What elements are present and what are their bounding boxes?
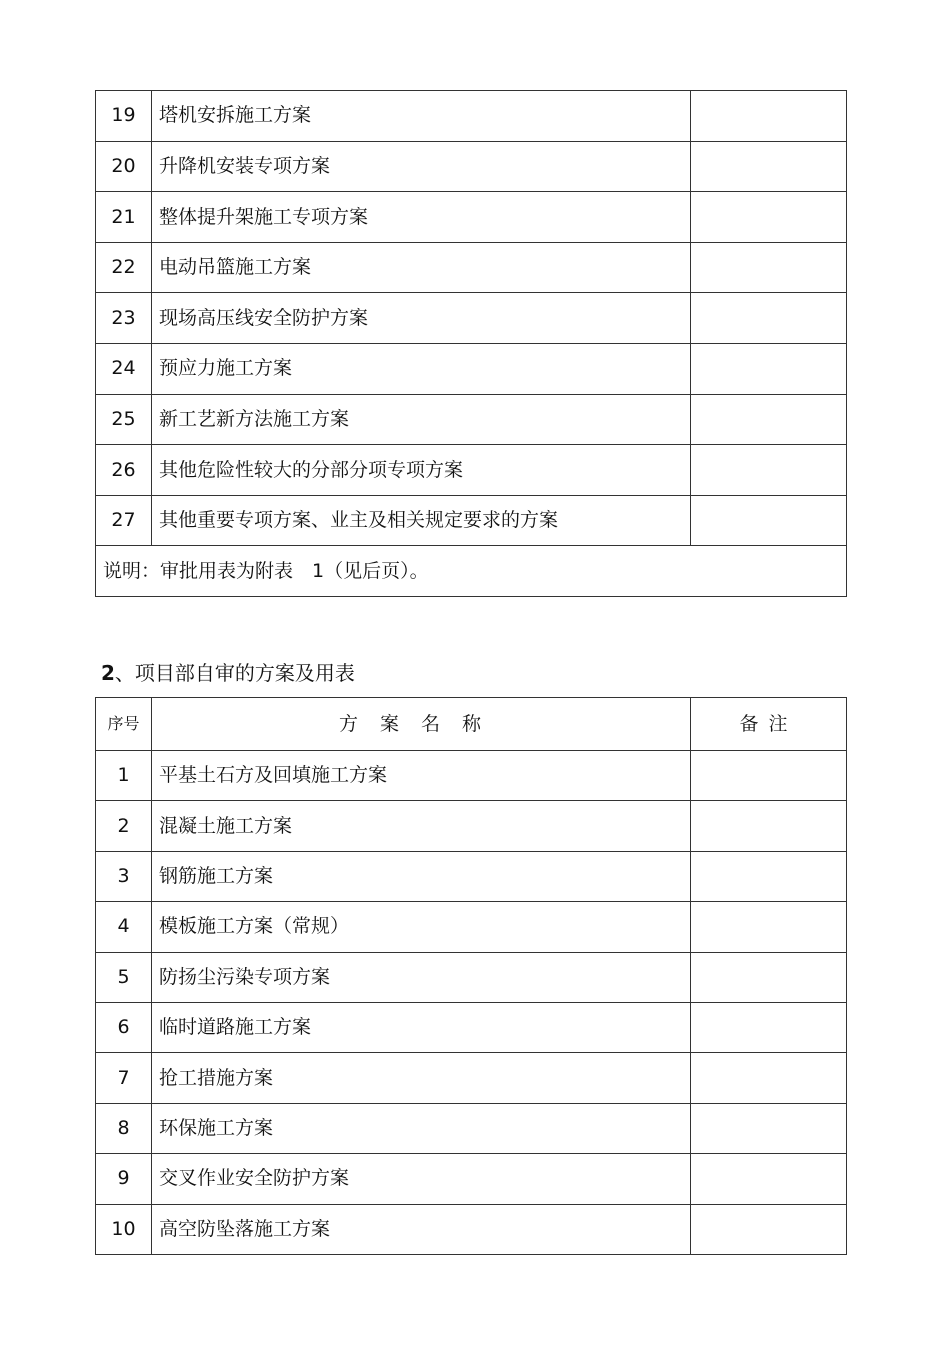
row-number: 26 <box>96 445 152 496</box>
scheme-name: 抢工措施方案 <box>152 1053 691 1103</box>
self-review-scheme-table <box>95 697 847 1255</box>
row-number: 21 <box>96 192 152 243</box>
scheme-name: 防扬尘污染专项方案 <box>152 952 691 1002</box>
approval-footnote: 说明：审批用表为附表 1（见后页）。 <box>96 546 847 597</box>
table-row <box>96 141 847 192</box>
remark-cell <box>691 192 847 243</box>
remark-cell <box>691 952 847 1002</box>
row-number: 22 <box>96 242 152 293</box>
table-row <box>96 91 847 142</box>
table-row <box>96 192 847 243</box>
table-row <box>96 952 847 1002</box>
remark-cell <box>691 394 847 445</box>
scheme-name: 现场高压线安全防护方案 <box>152 293 691 344</box>
row-number: 27 <box>96 495 152 546</box>
scheme-name: 其他重要专项方案、业主及相关规定要求的方案 <box>152 495 691 546</box>
scheme-name: 临时道路施工方案 <box>152 1002 691 1052</box>
row-number: 19 <box>96 91 152 142</box>
table-row <box>96 394 847 445</box>
remark-cell <box>691 91 847 142</box>
remark-cell <box>691 1103 847 1153</box>
row-number: 2 <box>96 801 152 851</box>
table-row <box>96 1204 847 1254</box>
table-row <box>96 1103 847 1153</box>
table-header-row <box>96 698 847 751</box>
row-number: 24 <box>96 343 152 394</box>
row-number: 7 <box>96 1053 152 1103</box>
table-row <box>96 851 847 901</box>
scheme-name: 高空防坠落施工方案 <box>152 1204 691 1254</box>
row-number: 6 <box>96 1002 152 1052</box>
row-number: 1 <box>96 751 152 801</box>
scheme-name: 电动吊篮施工方案 <box>152 242 691 293</box>
remark-cell <box>691 751 847 801</box>
remark-cell <box>691 1154 847 1204</box>
remark-cell <box>691 1053 847 1103</box>
row-number: 25 <box>96 394 152 445</box>
row-number: 3 <box>96 851 152 901</box>
table-row <box>96 751 847 801</box>
scheme-name: 交叉作业安全防护方案 <box>152 1154 691 1204</box>
table-row <box>96 445 847 496</box>
section-title <box>101 657 355 686</box>
scheme-name: 平基土石方及回填施工方案 <box>152 751 691 801</box>
scheme-name: 预应力施工方案 <box>152 343 691 394</box>
row-number: 5 <box>96 952 152 1002</box>
scheme-name: 其他危险性较大的分部分项专项方案 <box>152 445 691 496</box>
remark-cell <box>691 1002 847 1052</box>
table-row <box>96 1154 847 1204</box>
section-title-text: 、项目部自审的方案及用表 <box>114 661 355 685</box>
scheme-name: 塔机安拆施工方案 <box>152 91 691 142</box>
header-serial: 序号 <box>96 698 152 751</box>
table-row <box>96 902 847 952</box>
remark-cell <box>691 902 847 952</box>
section-number: 2 <box>101 661 115 685</box>
scheme-name: 新工艺新方法施工方案 <box>152 394 691 445</box>
scheme-table-continued <box>95 90 847 597</box>
remark-cell <box>691 851 847 901</box>
row-number: 9 <box>96 1154 152 1204</box>
row-number: 10 <box>96 1204 152 1254</box>
header-remark: 备注 <box>691 698 847 751</box>
scheme-name: 环保施工方案 <box>152 1103 691 1153</box>
table-row <box>96 1002 847 1052</box>
remark-cell <box>691 293 847 344</box>
row-number: 20 <box>96 141 152 192</box>
scheme-name: 钢筋施工方案 <box>152 851 691 901</box>
table-row <box>96 343 847 394</box>
remark-cell <box>691 495 847 546</box>
table-row <box>96 293 847 344</box>
remark-cell <box>691 445 847 496</box>
scheme-name: 升降机安装专项方案 <box>152 141 691 192</box>
remark-cell <box>691 242 847 293</box>
scheme-name: 混凝土施工方案 <box>152 801 691 851</box>
table-row <box>96 1053 847 1103</box>
remark-cell <box>691 1204 847 1254</box>
remark-cell <box>691 801 847 851</box>
table-row <box>96 801 847 851</box>
footnote-row <box>96 546 847 597</box>
row-number: 23 <box>96 293 152 344</box>
row-number: 8 <box>96 1103 152 1153</box>
remark-cell <box>691 141 847 192</box>
header-scheme-name: 方案名称 <box>152 698 691 751</box>
scheme-table-body <box>96 91 847 597</box>
scheme-name: 整体提升架施工专项方案 <box>152 192 691 243</box>
scheme-name: 模板施工方案（常规） <box>152 902 691 952</box>
table-row <box>96 242 847 293</box>
table-row <box>96 495 847 546</box>
row-number: 4 <box>96 902 152 952</box>
remark-cell <box>691 343 847 394</box>
self-review-table-body <box>96 698 847 1255</box>
